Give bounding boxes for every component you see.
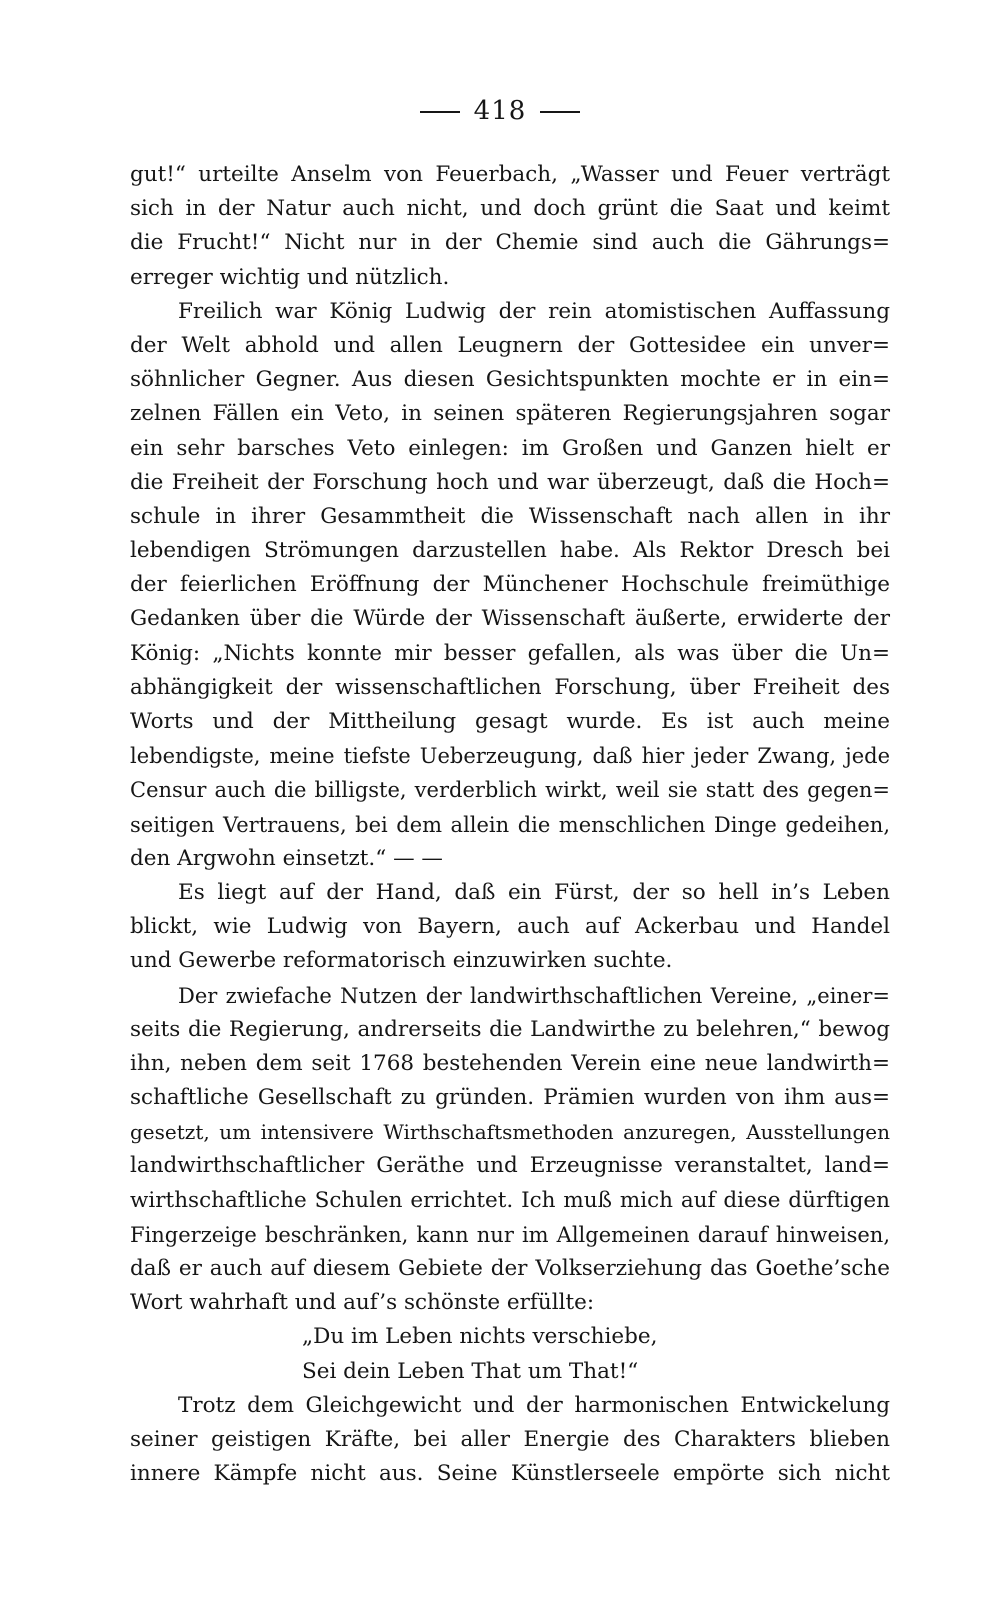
text-line: und Gewerbe reformatorisch einzuwirken suchte. [130,948,673,974]
page-number: 418 [473,96,527,126]
text-line: söhnlicher Gegner. Aus diesen Gesichtspunkten mochte er in ein= [130,367,890,393]
text-line: schaftliche Gesellschaft zu gründen. Prämien wurden von ihm aus= [130,1085,890,1111]
text-line: seiner geistigen Kräfte, bei aller Energie des Charakters blieben [130,1426,890,1452]
text-line: lebendigste, meine tiefste Ueberzeugung, daß hier jeder Zwang, jede [130,744,890,769]
text-line: Fingerzeige beschränken, kann nur im Allgemeinen darauf hinweisen, [130,1222,890,1247]
text-line: Gedanken über die Würde der Wissenschaft äußerte, erwiderte der [130,606,890,632]
text-line: gut!“ urteilte Anselm von Feuerbach, „Wasser und Feuer verträgt [130,162,890,187]
text-line: Trotz dem Gleichgewicht und der harmonischen Entwickelung [178,1392,890,1418]
text-line: zelnen Fällen ein Veto, in seinen späteren Regierungsjahren sogar [130,401,890,427]
text-line: Censur auch die billigste, verderblich wirkt, weil sie statt des gegen= [130,778,890,803]
text-line: ihn, neben dem seit 1768 bestehenden Verein eine neue landwirth= [130,1050,890,1076]
text-line: Der zwiefache Nutzen der landwirthschaftlichen Vereine, „einer= [178,983,890,1008]
text-line: schule in ihrer Gesammtheit die Wissenschaft nach allen in ihr [130,503,890,529]
text-line: „Du im Leben nichts verschiebe, [302,1324,658,1350]
body-text [130,158,890,1491]
text-line: innere Kämpfe nicht aus. Seine Künstlerseele empörte sich nicht [130,1461,890,1487]
header-dash-left [420,111,460,113]
header-dash-right [540,111,580,113]
text-line: blickt, wie Ludwig von Bayern, auch auf Ackerbau und Handel [130,914,890,940]
text-line: die Frucht!“ Nicht nur in der Chemie sind auch die Gährungs= [130,230,890,256]
page-header [0,96,1000,126]
text-line: Worts und der Mittheilung gesagt wurde. Es ist auch meine [130,709,890,734]
text-line: seitigen Vertrauens, bei dem allein die menschlichen Dinge gedeihen, [130,812,890,837]
text-line: Sei dein Leben That um That!“ [302,1358,639,1384]
text-line: ein sehr barsches Veto einlegen: im Großen und Ganzen hielt er [130,435,890,461]
text-line: König: „Nichts konnte mir besser gefallen, als was über die Un= [130,640,890,666]
text-line: abhängigkeit der wissenschaftlichen Forschung, über Freiheit des [130,674,890,700]
text-line: der feierlichen Eröffnung der Münchener Hochschule freimüthige [130,572,890,598]
text-line: Es liegt auf der Hand, daß ein Fürst, der so hell in’s Leben [178,879,890,905]
text-line: Wort wahrhaft und auf’s schönste erfüllte: [130,1290,595,1316]
text-line: gesetzt, um intensivere Wirthschaftsmethoden anzuregen, Ausstellungen [130,1120,890,1145]
text-line: daß er auch auf diesem Gebiete der Volkserziehung das Goethe’sche [130,1256,890,1281]
text-line: die Freiheit der Forschung hoch und war überzeugt, daß die Hoch= [130,469,890,495]
text-line: lebendigen Strömungen darzustellen habe. Als Rektor Dresch bei [130,538,890,564]
text-line: Freilich war König Ludwig der rein atomistischen Auffassung [178,298,890,324]
text-line: den Argwohn einsetzt.“ — — [130,845,443,871]
text-line: seits die Regierung, andrerseits die Landwirthe zu belehren,“ bewog [130,1016,890,1042]
text-line: der Welt abhold und allen Leugnern der Gottesidee ein unver= [130,332,890,358]
text-line: landwirthschaftlicher Geräthe und Erzeugnisse veranstaltet, land= [130,1153,890,1179]
text-line: erreger wichtig und nützlich. [130,264,450,290]
text-line: wirthschaftliche Schulen errichtet. Ich muß mich auf diese dürftigen [130,1187,890,1213]
text-line: sich in der Natur auch nicht, und doch grünt die Saat und keimt [130,196,890,222]
